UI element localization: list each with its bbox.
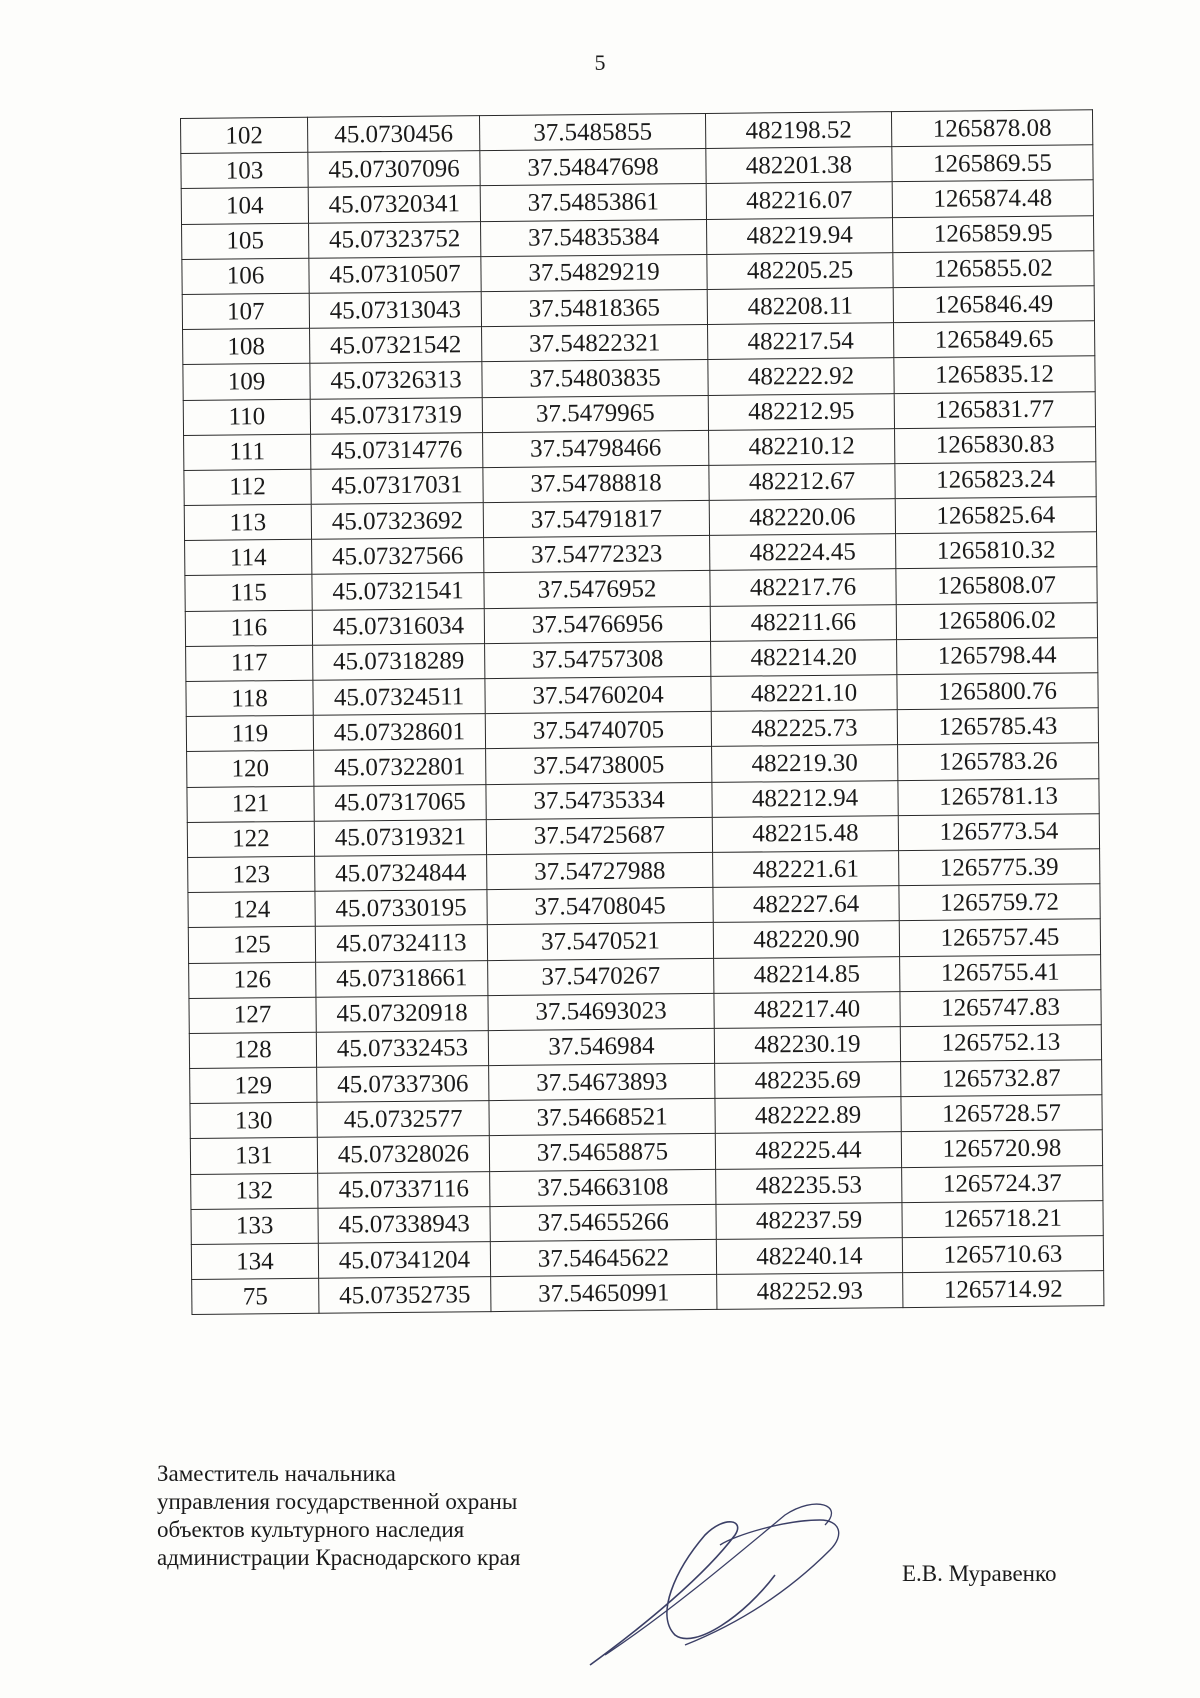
table-cell: 37.54853861 <box>480 184 706 221</box>
table-cell: 1265757.45 <box>899 919 1100 956</box>
table-cell: 45.07321542 <box>310 327 482 364</box>
table-cell: 482212.67 <box>709 464 895 501</box>
table-cell: 37.54740705 <box>485 712 711 749</box>
table-cell: 45.07317319 <box>310 397 482 434</box>
table-cell: 106 <box>182 258 309 294</box>
table-cell: 1265823.24 <box>895 462 1096 499</box>
table-cell: 482212.94 <box>712 780 898 817</box>
table-cell: 45.07326313 <box>310 362 482 399</box>
table-cell: 45.07318289 <box>313 643 485 680</box>
table-cell: 45.07338943 <box>318 1206 490 1243</box>
signer-name: Е.В. Муравенко <box>902 1561 1057 1586</box>
table-cell: 1265728.57 <box>901 1095 1102 1132</box>
table-cell: 114 <box>185 540 312 576</box>
signer-position-line: администрации Краснодарского края <box>157 1545 521 1570</box>
table-cell: 37.54829219 <box>481 254 707 291</box>
table-cell: 37.54708045 <box>487 888 713 925</box>
table-cell: 37.54663108 <box>490 1169 716 1206</box>
table-cell: 482225.73 <box>711 710 897 747</box>
table-cell: 37.54727988 <box>487 852 713 889</box>
table-cell: 1265785.43 <box>897 708 1098 745</box>
table-cell: 45.07316034 <box>312 608 484 645</box>
table-cell: 482235.53 <box>716 1167 902 1204</box>
table-cell: 124 <box>188 891 315 927</box>
table-cell: 482217.54 <box>708 323 894 360</box>
table-cell: 37.54766956 <box>484 606 710 643</box>
table-cell: 482237.59 <box>716 1202 902 1239</box>
table-cell: 1265714.92 <box>903 1271 1104 1308</box>
table-cell: 37.54693023 <box>488 993 714 1030</box>
table-cell: 482214.85 <box>714 956 900 993</box>
table-cell: 482225.44 <box>715 1132 901 1169</box>
table-cell: 45.07324844 <box>315 855 487 892</box>
table-cell: 37.54772323 <box>484 536 710 573</box>
table-cell: 37.54658875 <box>489 1134 715 1171</box>
table-cell: 105 <box>182 223 309 259</box>
table-cell: 45.07317065 <box>314 784 486 821</box>
table-cell: 482205.25 <box>707 252 893 289</box>
table-cell: 1265831.77 <box>894 391 1095 428</box>
table-cell: 37.54847698 <box>480 149 706 186</box>
table-cell: 45.07341204 <box>318 1242 490 1279</box>
page-number: 5 <box>594 50 606 75</box>
table-cell: 111 <box>184 434 311 470</box>
table-cell: 37.54818365 <box>481 289 707 326</box>
table-cell: 45.07324511 <box>313 679 485 716</box>
signer-position-line: управления государственной охраны <box>157 1489 518 1514</box>
table-cell: 45.07322801 <box>314 749 486 786</box>
table-cell: 37.54760204 <box>485 676 711 713</box>
table-cell: 45.07323692 <box>311 503 483 540</box>
table-cell: 482221.10 <box>711 675 897 712</box>
table-cell: 1265732.87 <box>901 1060 1102 1097</box>
table-cell: 482224.45 <box>710 534 896 571</box>
table-cell: 1265798.44 <box>897 638 1098 675</box>
table-cell: 37.546984 <box>488 1028 714 1065</box>
signer-position-line: объектов культурного наследия <box>157 1517 465 1542</box>
table-cell: 1265759.72 <box>899 884 1100 921</box>
table-cell: 1265755.41 <box>900 954 1101 991</box>
table-cell: 45.07328026 <box>317 1136 489 1173</box>
coordinates-table <box>180 109 1104 1315</box>
table-cell: 1265835.12 <box>894 356 1095 393</box>
table-cell: 482210.12 <box>709 428 895 465</box>
table-cell: 1265720.98 <box>901 1130 1102 1167</box>
table-cell: 37.5470267 <box>488 958 714 995</box>
table-row <box>192 1271 1104 1315</box>
table-cell: 45.07313043 <box>309 292 481 329</box>
table-cell: 131 <box>190 1138 317 1174</box>
table-cell: 127 <box>189 997 316 1033</box>
table-cell: 37.54725687 <box>486 817 712 854</box>
table-cell: 130 <box>190 1102 317 1138</box>
table-cell: 45.07352735 <box>319 1277 491 1314</box>
table-cell: 37.54835384 <box>481 219 707 256</box>
table-cell: 1265810.32 <box>896 532 1097 569</box>
table-cell: 37.54673893 <box>489 1063 715 1100</box>
table-cell: 1265752.13 <box>900 1025 1101 1062</box>
table-cell: 122 <box>187 821 314 857</box>
table-cell: 1265846.49 <box>893 286 1094 323</box>
table-cell: 482227.64 <box>713 886 899 923</box>
table-cell: 113 <box>184 504 311 540</box>
table-cell: 107 <box>182 293 309 329</box>
table-cell: 45.0730456 <box>307 116 479 153</box>
table-cell: 37.54738005 <box>486 747 712 784</box>
table-cell: 104 <box>181 188 308 224</box>
table-cell: 133 <box>191 1208 318 1244</box>
table-cell: 75 <box>192 1278 319 1314</box>
table-cell: 37.5485855 <box>479 113 705 150</box>
table-cell: 110 <box>183 399 310 435</box>
table-cell: 482219.94 <box>706 217 892 254</box>
table-cell: 482212.95 <box>708 393 894 430</box>
table-cell: 1265747.83 <box>900 989 1101 1026</box>
table-cell: 1265859.95 <box>892 215 1093 252</box>
table-cell: 45.07324113 <box>315 925 487 962</box>
table-cell: 1265718.21 <box>902 1201 1103 1238</box>
table-cell: 1265773.54 <box>898 813 1099 850</box>
table-cell: 45.07328601 <box>313 714 485 751</box>
table-cell: 45.07330195 <box>315 890 487 927</box>
table-cell: 1265869.55 <box>892 145 1093 182</box>
table-cell: 37.54822321 <box>482 325 708 362</box>
table-cell: 112 <box>184 469 311 505</box>
table-cell: 37.54645622 <box>490 1239 716 1276</box>
coordinates-table-body <box>181 110 1104 1315</box>
table-cell: 126 <box>189 962 316 998</box>
table-cell: 102 <box>181 117 308 153</box>
table-cell: 482215.48 <box>712 815 898 852</box>
table-cell: 482222.89 <box>715 1097 901 1134</box>
table-cell: 45.07314776 <box>311 432 483 469</box>
table-cell: 482217.76 <box>710 569 896 606</box>
table-cell: 37.54650991 <box>491 1275 717 1312</box>
handwritten-signature <box>585 1495 885 1675</box>
table-cell: 37.54788818 <box>483 465 709 502</box>
table-cell: 116 <box>185 610 312 646</box>
table-cell: 482219.30 <box>712 745 898 782</box>
table-cell: 45.07327566 <box>312 538 484 575</box>
table-cell: 103 <box>181 152 308 188</box>
table-cell: 37.54757308 <box>485 641 711 678</box>
table-cell: 117 <box>186 645 313 681</box>
table-cell: 45.07323752 <box>309 221 481 258</box>
table-cell: 37.5476952 <box>484 571 710 608</box>
table-cell: 1265849.65 <box>893 321 1094 358</box>
table-cell: 1265783.26 <box>898 743 1099 780</box>
table-cell: 482214.20 <box>711 639 897 676</box>
table-cell: 108 <box>183 328 310 364</box>
table-cell: 123 <box>188 856 315 892</box>
table-cell: 115 <box>185 575 312 611</box>
table-cell: 45.0732577 <box>317 1101 489 1138</box>
table-cell: 1265781.13 <box>898 778 1099 815</box>
table-cell: 45.07319321 <box>314 819 486 856</box>
table-cell: 45.07320341 <box>308 186 480 223</box>
table-cell: 45.07318661 <box>316 960 488 997</box>
table-cell: 118 <box>186 680 313 716</box>
table-cell: 1265710.63 <box>902 1236 1103 1273</box>
table-cell: 129 <box>190 1067 317 1103</box>
table-cell: 45.07332453 <box>316 1030 488 1067</box>
table-cell: 45.07320918 <box>316 995 488 1032</box>
table-cell: 1265830.83 <box>895 426 1096 463</box>
table-cell: 1265806.02 <box>896 602 1097 639</box>
table-cell: 482217.40 <box>714 991 900 1028</box>
table-cell: 37.54803835 <box>482 360 708 397</box>
table-cell: 121 <box>187 786 314 822</box>
table-cell: 37.5479965 <box>482 395 708 432</box>
table-cell: 482220.06 <box>709 499 895 536</box>
table-cell: 1265878.08 <box>891 110 1092 147</box>
signer-position-line: Заместитель начальника <box>157 1461 396 1486</box>
table-cell: 482235.69 <box>715 1062 901 1099</box>
table-cell: 1265808.07 <box>896 567 1097 604</box>
signer-position <box>157 1460 520 1572</box>
table-cell: 482230.19 <box>714 1027 900 1064</box>
table-cell: 45.07317031 <box>311 467 483 504</box>
table-cell: 45.07321541 <box>312 573 484 610</box>
table-cell: 109 <box>183 364 310 400</box>
table-cell: 119 <box>186 715 313 751</box>
table-cell: 120 <box>187 751 314 787</box>
table-cell: 37.54735334 <box>486 782 712 819</box>
table-cell: 482221.61 <box>713 851 899 888</box>
table-cell: 482201.38 <box>706 147 892 184</box>
table-cell: 37.54798466 <box>483 430 709 467</box>
table-cell: 45.07310507 <box>309 256 481 293</box>
table-cell: 482216.07 <box>706 182 892 219</box>
table-cell: 45.07337306 <box>317 1066 489 1103</box>
table-cell: 37.54668521 <box>489 1099 715 1136</box>
table-cell: 1265775.39 <box>899 849 1100 886</box>
table-cell: 482222.92 <box>708 358 894 395</box>
table-cell: 482240.14 <box>716 1238 902 1275</box>
table-cell: 482211.66 <box>710 604 896 641</box>
table-cell: 482220.90 <box>713 921 899 958</box>
table-cell: 125 <box>188 927 315 963</box>
table-cell: 1265825.64 <box>895 497 1096 534</box>
table-cell: 132 <box>191 1173 318 1209</box>
table-cell: 45.07307096 <box>308 151 480 188</box>
table-cell: 1265724.37 <box>902 1165 1103 1202</box>
table-cell: 1265874.48 <box>892 180 1093 217</box>
table-cell: 37.5470521 <box>487 923 713 960</box>
table-cell: 37.54655266 <box>490 1204 716 1241</box>
table-cell: 482208.11 <box>707 288 893 325</box>
table-cell: 134 <box>191 1243 318 1279</box>
table-cell: 37.54791817 <box>483 501 709 538</box>
table-cell: 482252.93 <box>717 1273 903 1310</box>
table-cell: 128 <box>189 1032 316 1068</box>
table-cell: 482198.52 <box>705 112 891 149</box>
table-cell: 45.07337116 <box>318 1171 490 1208</box>
table-cell: 1265800.76 <box>897 673 1098 710</box>
table-cell: 1265855.02 <box>893 250 1094 287</box>
